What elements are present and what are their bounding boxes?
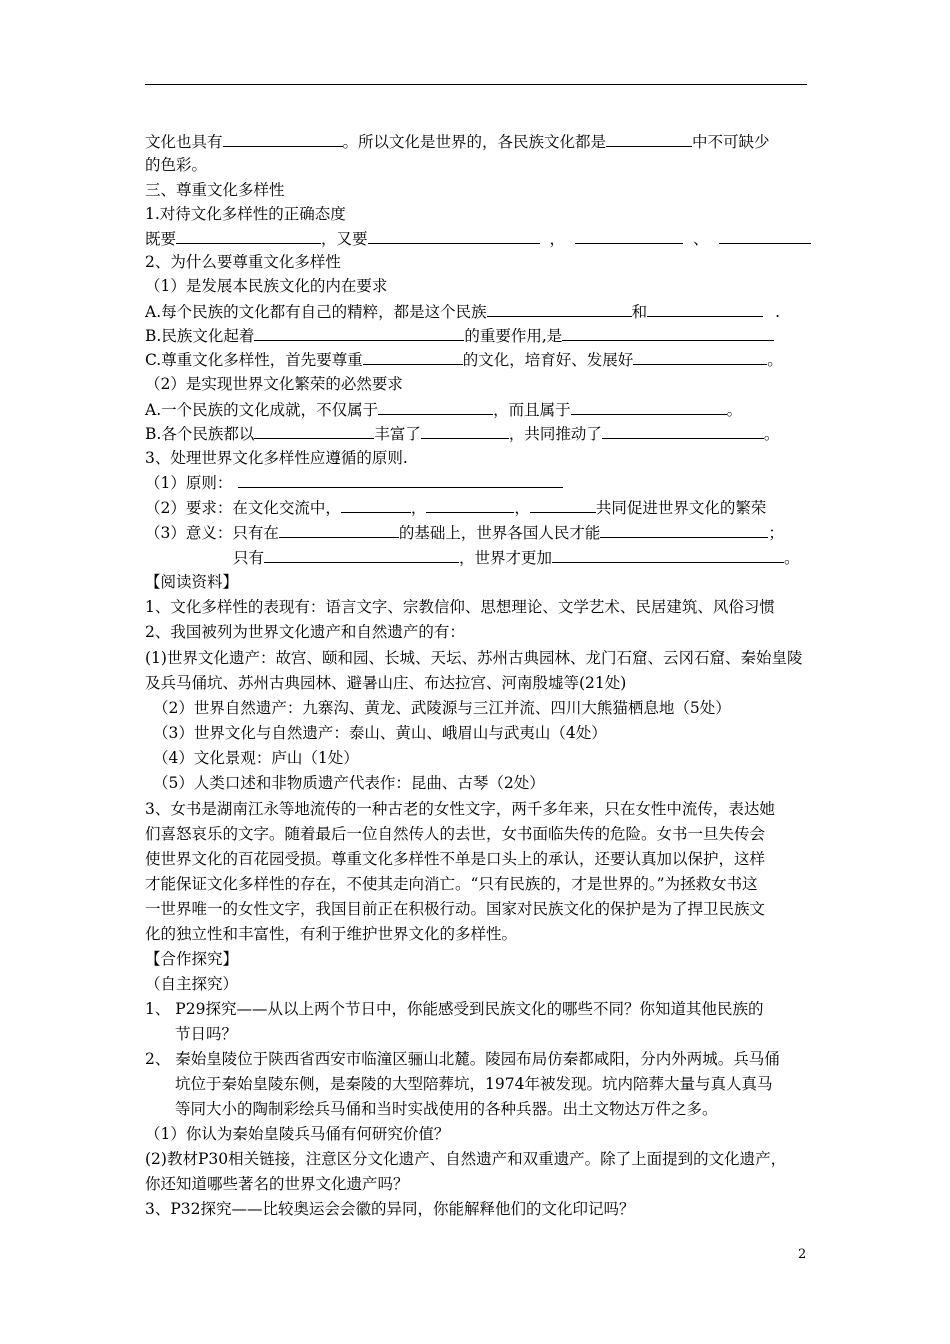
question-2: 2、为什么要尊重文化多样性 — [145, 253, 341, 271]
fill-blank[interactable] — [421, 421, 509, 439]
explore-2-line-2: 坑位于秦始皇陵东侧，是秦陵的大型陪葬坑，1974年被发现。坑内陪葬大量与真人真马 — [175, 1075, 773, 1093]
reading-heading: 【阅读资料】 — [145, 573, 239, 591]
continued-line-2: 的色彩。 — [145, 156, 208, 174]
nushu-line-3: 使世界文化的百花园受损。尊重文化多样性不单是口头上的承认，还要认真加以保护，这样 — [145, 850, 766, 868]
heritage-cultural-2: 及兵马俑坑、苏州古典园林、避暑山庄、布达拉宫、河南殷墟等(21处) — [145, 674, 627, 692]
reading-item-1: 1、文化多样性的表现有：语言文字、宗教信仰、思想理论、文学艺术、民居建筑、风俗习惯 — [145, 598, 775, 616]
point-b: B.民族文化起着 的重要作用,是 — [145, 323, 774, 347]
sub-question-2-line-2: 你还知道哪些著名的世界文化遗产吗？ — [145, 1175, 409, 1193]
point-a2: A.一个民族的文化成就，不仅属于 ，而且属于 。 — [145, 397, 742, 421]
fill-blank[interactable] — [600, 520, 768, 538]
explore-3: 3、P32探究——比较奥运会会徽的异同，你能解释他们的文化印记吗？ — [145, 1200, 635, 1218]
fill-blank[interactable] — [562, 323, 774, 341]
point-b2: B.各个民族都以 丰富了 ，共同推动了 。 — [145, 421, 779, 445]
significance-line-2: 只有 ，世界才更加 。 — [233, 545, 800, 569]
question-3: 3、处理世界文化多样性应遵循的原则. — [145, 449, 408, 467]
significance-line-1: （3）意义：只有在 的基础上，世界各国人民才能 ； — [145, 520, 784, 544]
sub-question-1: （1）你认为秦始皇陵兵马俑有何研究价值？ — [145, 1125, 450, 1143]
coop-heading: 【合作探究】 — [145, 950, 239, 968]
nushu-line-4: 才能保证文化多样性的存在，不使其走向消亡。“只有民族的，才是世界的。”为拯救女书这 — [145, 875, 758, 893]
fill-blank[interactable] — [426, 495, 514, 513]
fill-blank[interactable] — [238, 470, 563, 488]
fill-blank[interactable] — [719, 226, 811, 244]
fill-blank[interactable] — [254, 421, 374, 439]
page-number: 2 — [798, 1247, 807, 1262]
fill-blank[interactable] — [602, 421, 764, 439]
fill-blank[interactable] — [633, 347, 767, 365]
nushu-line-2: 们喜怒哀乐的文字。随着最后一位自然传人的去世，女书面临失传的危险。女书一旦失传会 — [145, 825, 766, 843]
fill-blank[interactable] — [530, 495, 596, 513]
principle-line: （1）原则： — [145, 470, 563, 494]
point-c: C.尊重文化多样性，首先要尊重 的文化，培育好、发展好 。 — [145, 347, 783, 371]
heritage-landscape: （4）文化景观：庐山（1处） — [153, 749, 359, 767]
nushu-line-5: 一世界唯一的女性文字，我国目前正在积极行动。国家对民族文化的保护是为了捍卫民族文 — [145, 900, 766, 918]
explore-1-line-2: 节日吗？ — [175, 1025, 238, 1043]
continued-line-1: 文化也具有 。所以文化是世界的，各民族文化都是 中不可缺少 — [145, 129, 770, 153]
header-rule — [145, 84, 807, 85]
requirement-line: （2）要求：在文化交流中， ， ， 共同促进世界文化的繁荣 — [145, 495, 766, 519]
section-heading: 三、尊重文化多样性 — [145, 181, 285, 199]
fill-blank[interactable] — [571, 397, 727, 415]
explore-2-line-1: 2、 秦始皇陵位于陕西省西安市临潼区骊山北麓。陵园布局仿秦都咸阳，分内外两城。兵马俑 — [145, 1050, 780, 1068]
fill-blank[interactable] — [223, 129, 343, 147]
explore-1-line-1: 1、 P29探究——从以上两个节日中，你能感受到民族文化的哪些不同？你知道其他民族的 — [145, 1000, 764, 1018]
fill-blank[interactable] — [378, 397, 493, 415]
fill-blank[interactable] — [176, 226, 321, 244]
fill-blank[interactable] — [575, 226, 683, 244]
nushu-line-6: 化的独立性和丰富性，有利于维护世界文化的多样性。 — [145, 925, 518, 943]
heritage-natural: （2）世界自然遗产：九寨沟、黄龙、武陵源与三江并流、四川大熊猫栖息地（5处） — [153, 699, 731, 717]
sub-question-2-line-1: (2)教材P30相关链接，注意区分文化遗产、自然遗产和双重遗产。除了上面提到的文化遗产， — [145, 1150, 787, 1168]
fill-blank[interactable] — [264, 545, 459, 563]
fill-blank[interactable] — [341, 495, 411, 513]
fill-blank[interactable] — [647, 299, 763, 317]
fill-blank[interactable] — [487, 299, 632, 317]
self-study-label: （自主探究） — [145, 975, 239, 993]
fill-blank[interactable] — [368, 226, 540, 244]
point-2-1: （1）是发展本民族文化的内在要求 — [145, 277, 388, 295]
fill-blank[interactable] — [552, 545, 784, 563]
fill-blank[interactable] — [279, 520, 399, 538]
heritage-intangible: （5）人类口述和非物质遗产代表作：昆曲、古琴（2处） — [153, 774, 545, 792]
attitude-line: 既要 ，又要 ， 、 — [145, 226, 811, 250]
explore-2-line-3: 等同大小的陶制彩绘兵马俑和当时实战使用的各种兵器。出土文物达万件之多。 — [175, 1100, 718, 1118]
nushu-line-1: 3、女书是湖南江永等地流传的一种古老的女性文字，两千多年来，只在女性中流传，表达她 — [145, 800, 775, 818]
point-2-2: （2）是实现世界文化繁荣的必然要求 — [145, 375, 403, 393]
heritage-cultural-1: (1)世界文化遗产：故宫、颐和园、长城、天坛、苏州古典园林、龙门石窟、云冈石窟、秦始皇陵 — [145, 649, 803, 667]
fill-blank[interactable] — [254, 323, 464, 341]
question-1: 1.对待文化多样性的正确态度 — [145, 205, 346, 223]
reading-item-2: 2、我国被列为世界文化遗产和自然遗产的有： — [145, 623, 465, 641]
fill-blank[interactable] — [363, 347, 463, 365]
fill-blank[interactable] — [606, 129, 692, 147]
point-a: A.每个民族的文化都有自己的精粹，都是这个民族 和 . — [145, 299, 780, 323]
heritage-mixed: （3）世界文化与自然遗产：泰山、黄山、峨眉山与武夷山（4处） — [153, 724, 607, 742]
